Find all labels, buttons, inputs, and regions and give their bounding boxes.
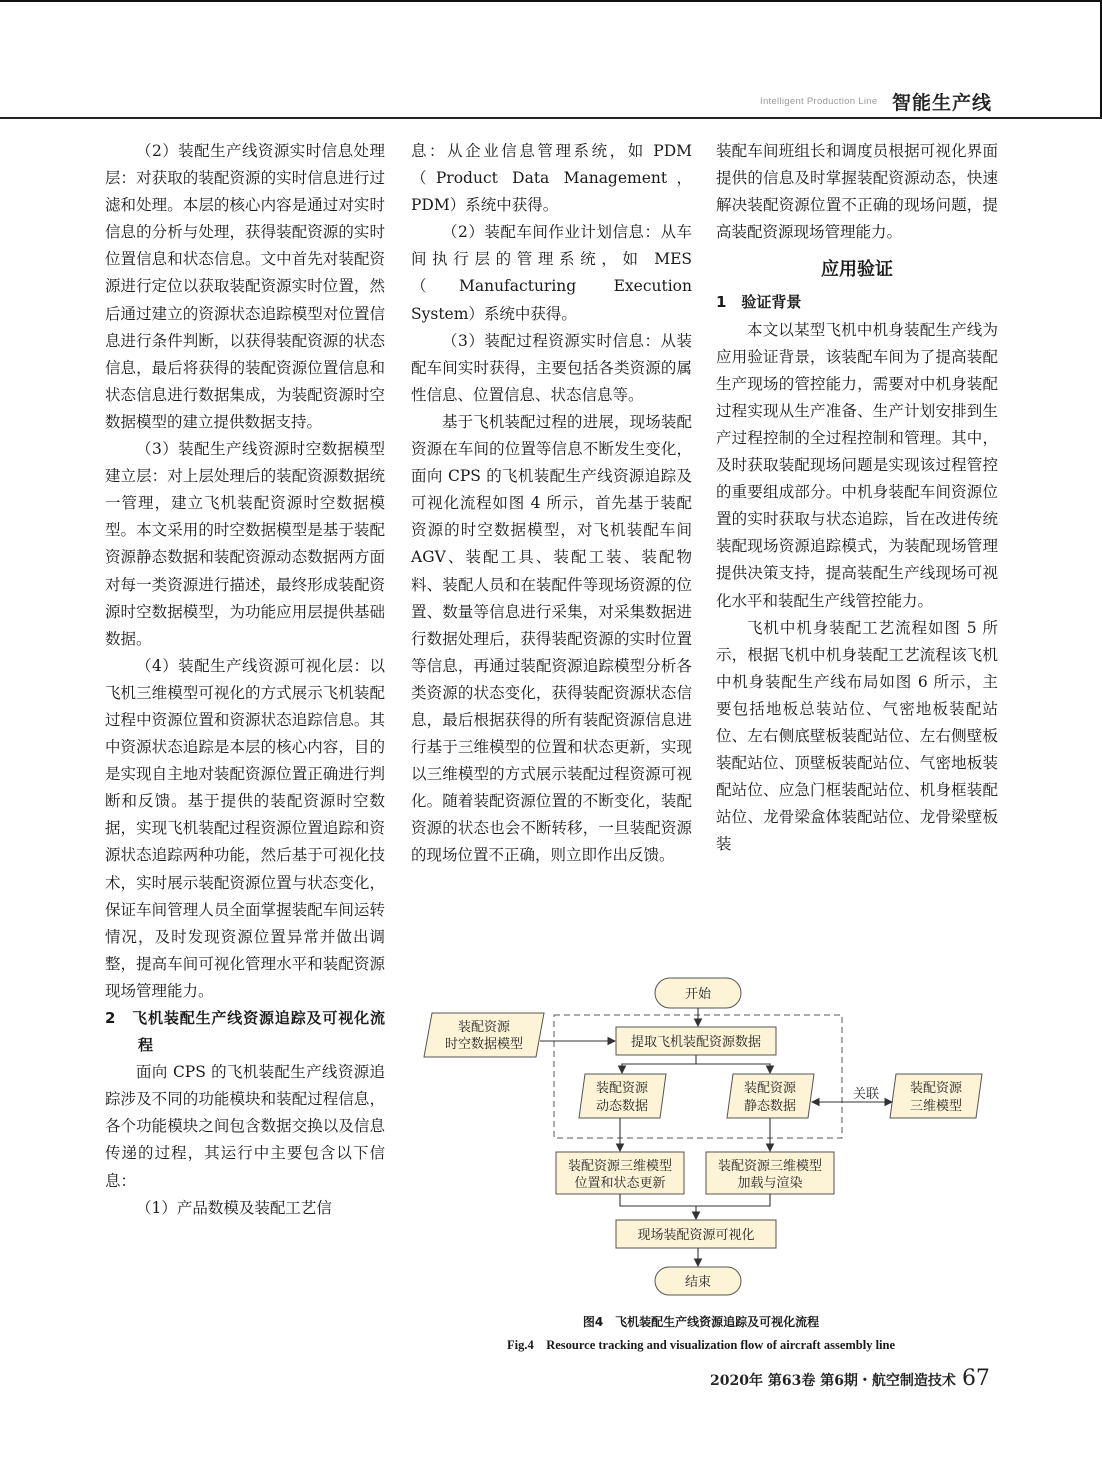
relation-label: 关联 bbox=[852, 1087, 880, 1102]
arrow-extract-static bbox=[696, 1064, 770, 1073]
paragraph: 本文以某型飞机中机身装配生产线为应用验证背景，该装配车间为了提高装配生产现场的管控能力，需要对中机身装配过程实现从生产准备、生产计划安排到生产过程控制的全过程控制和管理。其中，及时获取装配现场问题是实现该过程管控的重要组成部分。中机身装配车间资源位置的实时获取与状态追踪，旨在改进传统装配现场资源追踪模式，为装配现场管理提供决策支持，提高装配生产线现场可视化水平和装配生产线管控能力。 bbox=[716, 320, 998, 610]
static-label-1: 装配资源 bbox=[743, 1081, 797, 1096]
running-header-cn: 智能生产线 bbox=[892, 92, 993, 114]
major-heading: 应用验证 bbox=[821, 259, 893, 281]
dynamic-label-2: 动态数据 bbox=[595, 1099, 649, 1114]
section-heading: 1 验证背景 bbox=[716, 293, 802, 312]
paragraph: 基于飞机装配过程的进展，现场装配资源在车间的位置等信息不断发生变化，面向 CPS 的飞机装配生产线资源追踪及可视化流程如图 4 所示，首先基于装配资源的时空数据模型，对飞机装配车间 AGV、装配工具、装配工装、装配物料、装配人员和在装配件等现场资源的位置、数量等信息进行采集，对采集数据进行数据处理后，获得装配资源的实时位置等信息，再通过装配资源追踪模型分析各类资源的状态变化，获得装配资源状态信息，最后根据获得的所有装配资源信息进行基于三维模型的位置和状态更新，实现以三维模型的方式展示装配过程资源可视化。随着装配资源位置的不断变化，装配资源的状态也会不断转移，一旦装配资源的现场位置不正确，则立即作出反馈。 bbox=[411, 412, 692, 865]
journal-issue: 2020年 第63卷 第6期・航空制造技术 bbox=[710, 1373, 956, 1389]
running-header-en: Intelligent Production Line bbox=[760, 96, 878, 107]
arrow-update-visual bbox=[620, 1194, 696, 1219]
figure-caption-cn: 图4 飞机装配生产线资源追踪及可视化流程 bbox=[582, 1315, 820, 1329]
arrow-extract-dynamic bbox=[622, 1055, 696, 1073]
visual-label: 现场装配资源可视化 bbox=[637, 1228, 755, 1243]
input-label-2: 时空数据模型 bbox=[444, 1037, 524, 1052]
column-2 bbox=[411, 138, 692, 870]
load-label-1: 装配资源三维模型 bbox=[717, 1159, 823, 1174]
top-border bbox=[0, 0, 1102, 2]
end-label: 结束 bbox=[684, 1275, 712, 1290]
update-label-1: 装配资源三维模型 bbox=[567, 1159, 673, 1174]
section-heading: 2 飞机装配生产线资源追踪及可视化流程 bbox=[105, 1009, 385, 1055]
start-label: 开始 bbox=[684, 987, 712, 1002]
column-1 bbox=[105, 138, 385, 1222]
paragraph: 飞机中机身装配工艺流程如图 5 所示，根据飞机中机身装配工艺流程该飞机中机身装配生产线布局如图 6 所示，主要包括地板总装站位、气密地板装配站位、左右侧底壁板装配站位、左右侧壁板装配站位、顶壁板装配站位、气密地板装配站位、应急门框装配站位、机身框装配站位、龙骨梁盒体装配站位、龙骨梁壁板装 bbox=[716, 618, 998, 854]
page-number: 67 bbox=[961, 1366, 990, 1391]
static-label-2: 静态数据 bbox=[743, 1099, 797, 1114]
extract-label: 提取飞机装配资源数据 bbox=[630, 1035, 762, 1050]
paragraph: （3）装配生产线资源时空数据模型建立层：对上层处理后的装配资源数据统一管理，建立飞机装配资源时空数据模型。本文采用的时空数据模型是基于装配资源静态数据和装配资源动态数据两方面对每一类资源进行描述，最终形成装配资源时空数据模型，为功能应用层提供基础数据。 bbox=[105, 440, 385, 648]
input-label-1: 装配资源 bbox=[457, 1020, 511, 1035]
paragraph: 装配车间班组长和调度员根据可视化界面提供的信息及时掌握装配资源动态，快速解决装配资源位置不正确的现场问题，提高装配资源现场管理能力。 bbox=[716, 142, 998, 242]
paragraph: （2）装配生产线资源实时信息处理层：对获取的装配资源的实时信息进行过滤和处理。本层的核心内容是通过对实时信息的分析与处理，获得装配资源的实时位置信息和状态信息。文中首先对装配资源进行定位以获取装配资源实时位置，然后通过建立的资源状态追踪模型对位置信息进行条件判断，以获得装配资源的状态信息，最后将获得的装配资源位置信息和状态信息进行数据集成，为装配资源时空数据模型的建立提供数据支持。 bbox=[105, 142, 385, 431]
paragraph: 面向 CPS 的飞机装配生产线资源追踪涉及不同的功能模块和装配过程信息，各个功能模块之间包含数据交换以及信息传递的过程，其运行中主要包含以下信息： bbox=[105, 1063, 385, 1190]
header-rule bbox=[0, 117, 1102, 119]
load-label-2: 加载与渲染 bbox=[737, 1176, 803, 1191]
paragraph: 息：从企业信息管理系统，如 PDM（Product Data Management，PDM）系统中获得。 bbox=[411, 142, 692, 215]
column-3 bbox=[716, 138, 998, 858]
arrow-load-visual bbox=[696, 1194, 770, 1206]
figure-caption-en: Fig.4 Resource tracking and visualization flow of aircraft assembly line bbox=[506, 1338, 896, 1352]
paragraph: （3）装配过程资源实时信息：从装配车间实时获得，主要包括各类资源的属性信息、位置信息、状态信息等。 bbox=[411, 331, 692, 404]
dynamic-label-1: 装配资源 bbox=[595, 1081, 649, 1096]
flowchart-figure bbox=[410, 970, 1010, 1290]
paragraph: （4）装配生产线资源可视化层：以飞机三维模型可视化的方式展示飞机装配过程中资源位置和资源状态追踪信息。其中资源状态追踪是本层的核心内容，目的是实现自主地对装配资源位置正确进行判断和反馈。基于提供的装配资源时空数据，实现飞机装配过程资源位置追踪和资源状态追踪两种功能，然后基于可视化技术，实时展示装配资源位置与状态变化，保证车间管理人员全面掌握装配车间运转情况，及时发现资源位置异常并做出调整，提高车间可视化管理水平和装配资源现场管理能力。 bbox=[105, 656, 385, 1000]
paragraph: （2）装配车间作业计划信息：从车间执行层的管理系统，如 MES（Manufacturing Execution System）系统中获得。 bbox=[411, 223, 692, 323]
update-label-2: 位置和状态更新 bbox=[574, 1176, 666, 1191]
paragraph: （1）产品数模及装配工艺信 bbox=[136, 1198, 332, 1217]
model3d-label-2: 三维模型 bbox=[909, 1099, 963, 1114]
page-footer bbox=[710, 1366, 990, 1391]
model3d-label-1: 装配资源 bbox=[909, 1081, 963, 1096]
